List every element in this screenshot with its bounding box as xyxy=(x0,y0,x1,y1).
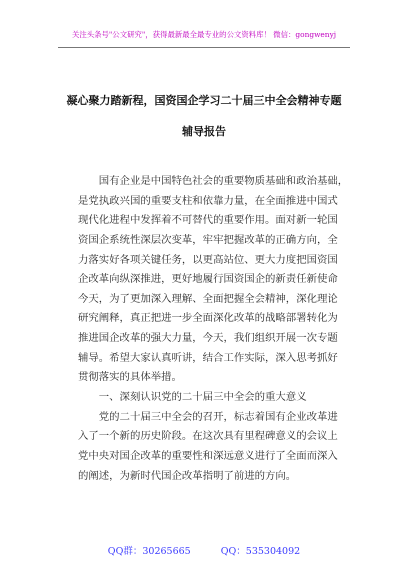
body-line: 国有企业是中国特色社会的重要物质基础和政治基础， xyxy=(78,175,349,187)
body-line: 党的二十届三中全会的召开，标志着国有企业改革进 xyxy=(78,410,338,423)
body-line: 今天，为了更加深入理解、全面把握全会精神，深化理论 xyxy=(78,292,338,305)
section-heading: 一、深刻认识党的二十届三中全会的重大意义 xyxy=(78,391,307,404)
body-line: 贯彻落实的具体举措。 xyxy=(78,371,182,384)
body-line: 企改革向纵深推进，更好地履行国资国企的新责任新使命 xyxy=(78,273,338,286)
footer-qq-number: QQ：535304092 xyxy=(220,546,301,557)
footer-contact xyxy=(0,543,408,557)
body-line: 党中央对国企改革的重要性和深远意义进行了全面而深入 xyxy=(78,449,338,462)
body-line: 推进国企改革的强大力量，今天，我们组织开展一次专题 xyxy=(78,332,338,345)
footer-qq-group: QQ群：30265665 xyxy=(107,546,191,557)
body-line: 资国企系统性深层次变革，牢牢把握改革的正确方向，全 xyxy=(78,233,338,246)
body-line: 力落实好各项关键任务，以更高站位、更大力度把国资国 xyxy=(78,253,338,266)
document-body xyxy=(78,172,348,486)
document-title: 凝心聚力踏新程，国资国企学习二十届三中全会精神专题 xyxy=(66,94,342,107)
body-line: 研究阐释，真正把进一步全面深化改革的战略部署转化为 xyxy=(78,312,338,325)
body-line: 的阐述，为新时代国企改革指明了前进的方向。 xyxy=(78,469,297,482)
header-divider xyxy=(58,47,350,48)
body-line: 辅导。希望大家认真听讲，结合工作实际，深入思考抓好 xyxy=(78,351,338,364)
header-banner: 关注头条号"公文研究"，获得最新最全最专业的公文资料库！ 微信：gongwenyj xyxy=(71,30,337,39)
body-line: 现代化进程中发挥着不可替代的重要作用。面对新一轮国 xyxy=(78,214,338,227)
document-subtitle: 辅导报告 xyxy=(182,125,226,138)
body-line: 是党执政兴国的重要支柱和依靠力量，在全面推进中国式 xyxy=(78,194,338,207)
body-line: 入了一个新的历史阶段。在这次具有里程碑意义的会议上 xyxy=(78,430,338,443)
